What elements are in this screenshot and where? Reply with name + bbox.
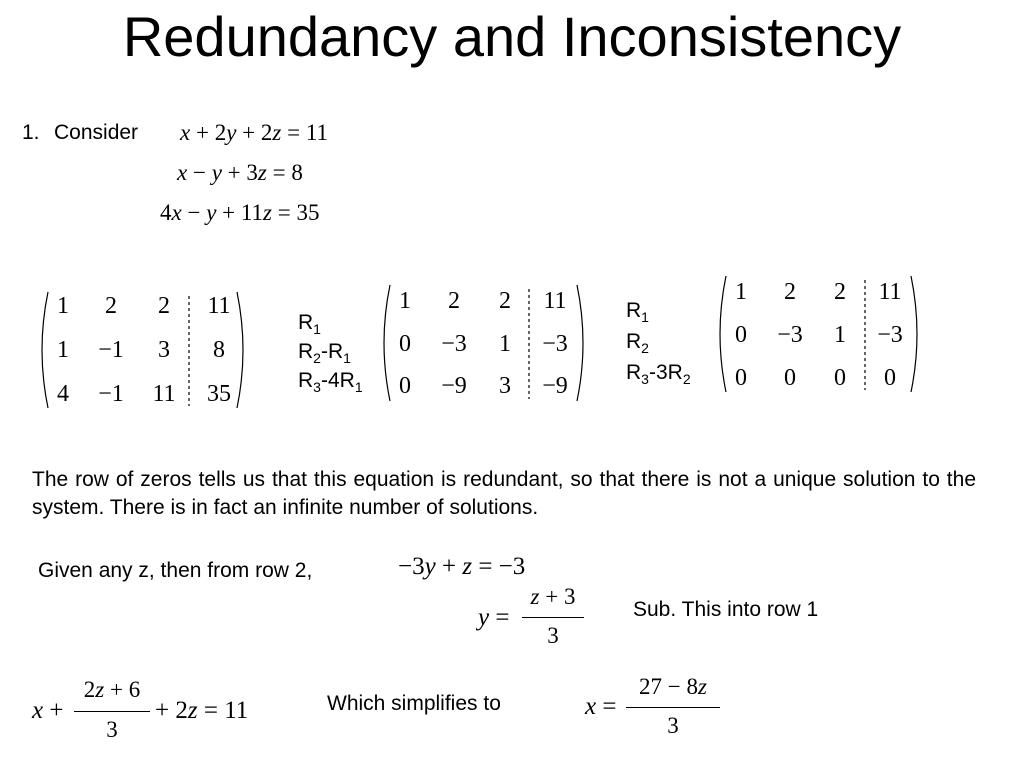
matrix-cell: −1 [98,337,124,363]
matrix-cell: 1 [57,337,69,363]
matrix-cell: 11 [207,293,231,319]
substituted-fraction-bar [74,711,150,712]
matrix-cell: 1 [399,288,411,314]
simplifies-text: Which simplifies to [327,692,501,715]
matrix-cell: 35 [207,381,231,407]
matrix-cell: −3 [877,322,903,348]
y-solution-lhs: y = [478,604,510,631]
equation-1: x + 2y + 2z = 11 [180,120,328,145]
row-op-label: $R_2-R_1$ [298,340,351,367]
row-op-label: $R_3-4R_1$ [298,369,363,396]
matrix-cell: 0 [834,365,846,391]
matrix-cell: 1 [834,322,846,348]
matrix-cell: 0 [399,331,411,357]
x-solution-fraction-bar [626,707,720,708]
row-op-label: $R_2$ [626,330,649,357]
y-solution-denominator: 3 [547,623,559,648]
row-op-label: $R_1$ [626,299,649,326]
matrix-cell: −9 [441,373,467,399]
matrix-cell: 2 [158,293,170,319]
matrix-cell: 0 [735,322,747,348]
substituted-lhs: x + [32,697,64,724]
substituted-denominator: 3 [106,717,118,742]
x-solution-denominator: 3 [667,713,679,738]
equation-3: 4x − y + 11z = 35 [160,200,320,225]
matrix-cell: 8 [213,337,225,363]
substituted-rhs: + 2z = 11 [155,697,249,724]
matrix-cell: 2 [448,288,460,314]
x-solution-lhs: x = [585,693,617,720]
matrix-cell: 11 [152,381,176,407]
y-solution-numerator: z + 3 [530,584,576,609]
matrix-cell: −3 [777,322,803,348]
equation-2: x − y + 3z = 8 [177,160,303,185]
sub-text: Sub. This into row 1 [633,598,819,621]
x-solution-numerator: 27 − 8z [639,674,707,699]
row-op-label: $R_3-3R_2$ [626,361,691,388]
matrix-cell: 0 [735,365,747,391]
matrix-cell: 11 [543,288,567,314]
matrix-cell: 3 [158,337,170,363]
row-op-label: $R_1$ [298,311,321,338]
problem-lead: Consider [54,121,139,144]
matrix-cell: 1 [57,293,69,319]
matrix-cell: 1 [735,279,747,305]
matrix-cell: −1 [98,381,124,407]
matrix-cell: −3 [441,331,467,357]
matrix-cell: 0 [784,365,796,391]
substituted-numerator: 2z + 6 [83,677,141,702]
matrix-cell: 2 [105,293,117,319]
matrix-cell: −3 [542,331,568,357]
matrix-cell: −9 [542,373,568,399]
matrix-cell: 2 [834,279,846,305]
matrix-cell: 1 [499,331,511,357]
slide-title: Redundancy and Inconsistency [122,5,902,68]
matrix-cell: 0 [884,365,896,391]
matrix-cell: 3 [499,373,511,399]
matrix-cell: 11 [878,279,902,305]
given-text: Given any z, then from row 2, [38,559,313,582]
y-solution-fraction-bar [522,617,584,618]
explanation-paragraph: The row of zeros tells us that this equation is redundant, so that there is not a unique solution to the system. There is in fact an infinite number of solutions. [32,468,976,519]
matrix-cell: 2 [499,288,511,314]
problem-number: 1. [22,121,40,144]
matrix-cell: 0 [399,373,411,399]
matrix-cell: 2 [784,279,796,305]
row2-equation: −3y + z = −3 [398,553,526,580]
matrix-cell: 4 [57,381,69,407]
